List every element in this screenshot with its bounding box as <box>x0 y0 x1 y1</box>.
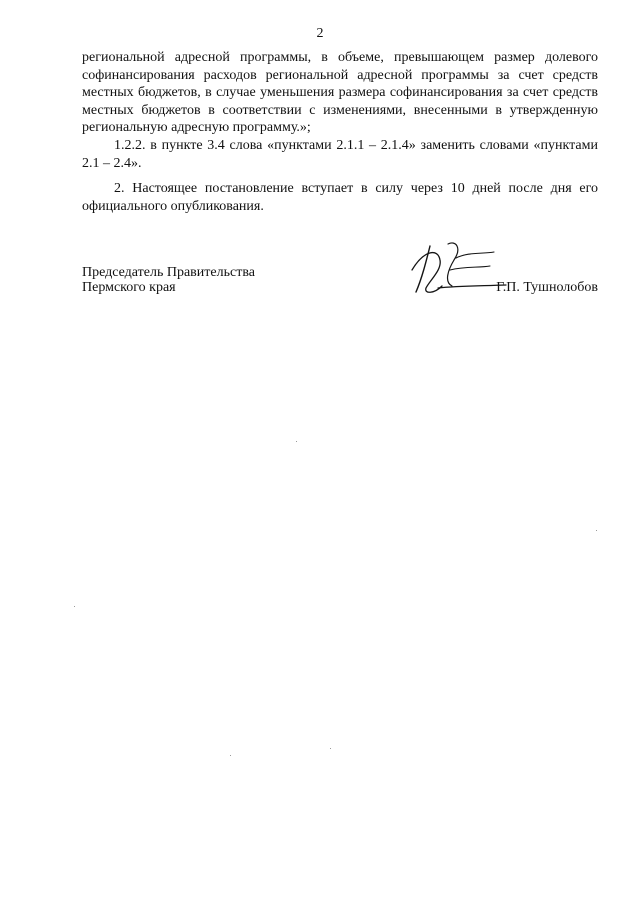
scan-speck <box>296 441 297 442</box>
scan-speck <box>596 530 597 531</box>
page-number: 2 <box>316 26 324 41</box>
scan-speck <box>230 755 231 756</box>
scan-speck <box>74 606 75 607</box>
scan-speck <box>330 748 331 749</box>
signatory-name: Г.П. Тушнолобов <box>496 280 598 295</box>
paragraph-item-2: 2. Настоящее постановление вступает в силу через 10 дней после дня его официального опубликования. <box>82 181 598 214</box>
signatory-title-line-1: Председатель Правительства <box>82 265 255 280</box>
handwritten-signature <box>404 240 508 300</box>
paragraph-item-1-2-2: 1.2.2. в пункте 3.4 слова «пунктами 2.1.1 – 2.1.4» заменить словами «пунктами 2.1 – 2.4». <box>82 137 598 171</box>
signatory-title <box>82 265 255 295</box>
document-body <box>82 49 598 215</box>
signatory-title-line-2: Пермского края <box>82 280 176 295</box>
paragraph-continuation: региональной адресной программы, в объеме, превышающем размер долевого софинансирования расходов региональной адресной программы за счет средств местных бюджетов, в случае уменьшения размера софинансирования за счет средств местных бюджетов в соответствии с изменениями, внесенными в утвержденную региональную адресную программу.»; <box>82 50 598 136</box>
